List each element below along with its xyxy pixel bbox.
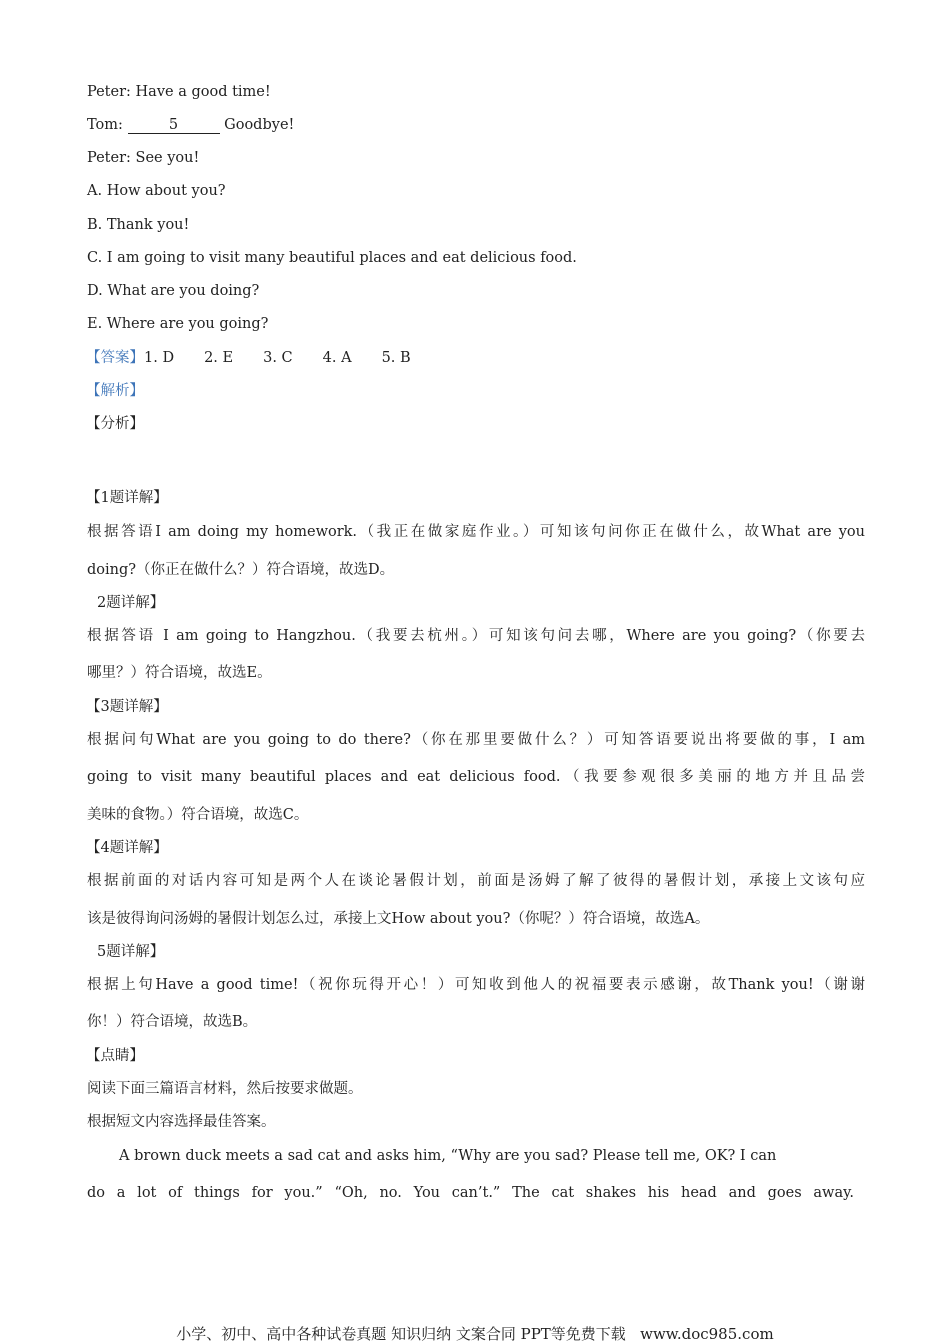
answer-item: 4. A	[322, 350, 352, 366]
dialogue-text: Have a good time!	[135, 84, 271, 100]
option-b: B. Thank you!	[87, 217, 190, 233]
passage-line-2: do a lot of things for you.” “Oh, no. You can’t.” The cat shakes his head and goes away.	[87, 1185, 854, 1201]
detail-1-line-1: 根据答语I am doing my homework.（我正在做家庭作业。）可知该句问你正在做什么，故What are you	[87, 524, 865, 540]
passage-line-1: A brown duck meets a sad cat and asks him, “Why are you sad? Please tell me, OK? I can	[119, 1148, 777, 1164]
option-d: D. What are you doing?	[87, 283, 260, 299]
detail-4-line-1: 根据前面的对话内容可知是两个人在谈论暑假计划，前面是汤姆了解了彼得的暑假计划，承接上文该句应	[87, 873, 865, 889]
detail-4-line-2: 该是彼得询问汤姆的暑假计划怎么过，承接上文How about you?（你呢？）符合语境，故选A。	[87, 911, 710, 927]
footer-banner: 小学、初中、高中各种试卷真题 知识归纳 文案合同 PPT等免费下载 www.doc985.com	[176, 1325, 774, 1343]
answer-item: 1. D	[144, 350, 175, 366]
speaker: Peter:	[87, 84, 131, 100]
speaker: Tom:	[87, 117, 123, 133]
detail-3-line-2: going to visit many beautiful places and eat delicious food.（我要参观很多美丽的地方并且品尝	[87, 769, 865, 785]
instruction-2: 根据短文内容选择最佳答案。	[87, 1114, 276, 1130]
detail-5-line-2: 你！）符合语境，故选B。	[87, 1014, 258, 1030]
dialogue-line-peter-1	[87, 82, 271, 102]
dialogue-text: Goodbye!	[224, 117, 295, 133]
detail-3-line-3: 美味的食物。）符合语境，故选C。	[87, 807, 309, 823]
answer-blank-5: 5	[128, 117, 220, 134]
dianjing-label: 【点睛】	[86, 1048, 144, 1064]
detail-1-heading: 【1题详解】	[86, 490, 168, 506]
answer-item: 5. B	[381, 350, 411, 366]
detail-5-heading: 5题详解】	[97, 944, 165, 960]
detail-2-line-1: 根据答语 I am going to Hangzhou.（我要去杭州。）可知该句问去哪，Where are you going?（你要去	[87, 628, 865, 644]
detail-1-line-2: doing?（你正在做什么？）符合语境，故选D。	[87, 562, 395, 578]
dialogue-text: See you!	[135, 150, 200, 166]
answer-label: 【答案】	[86, 350, 144, 366]
fenxi-label: 【分析】	[86, 416, 144, 432]
detail-4-heading: 【4题详解】	[86, 840, 168, 856]
answer-item: 2. E	[204, 350, 234, 366]
analysis-label: 【解析】	[86, 383, 144, 399]
option-e: E. Where are you going?	[87, 316, 269, 332]
detail-3-heading: 【3题详解】	[86, 699, 168, 715]
instruction-1: 阅读下面三篇语言材料，然后按要求做题。	[87, 1081, 363, 1097]
option-a: A. How about you?	[87, 183, 226, 199]
dialogue-line-tom	[87, 115, 294, 135]
detail-5-line-1: 根据上句Have a good time!（祝你玩得开心！）可知收到他人的祝福要表示感谢，故Thank you!（谢谢	[87, 977, 865, 993]
answer-line	[86, 348, 411, 368]
option-c: C. I am going to visit many beautiful places and eat delicious food.	[87, 250, 577, 266]
detail-2-heading: 2题详解】	[97, 595, 165, 611]
dialogue-line-peter-2	[87, 148, 199, 168]
answer-item: 3. C	[263, 350, 293, 366]
detail-3-line-1: 根据问句What are you going to do there?（你在那里要做什么？）可知答语要说出将要做的事，I am	[87, 732, 865, 748]
speaker: Peter:	[87, 150, 131, 166]
detail-2-line-2: 哪里？）符合语境，故选E。	[87, 665, 272, 681]
